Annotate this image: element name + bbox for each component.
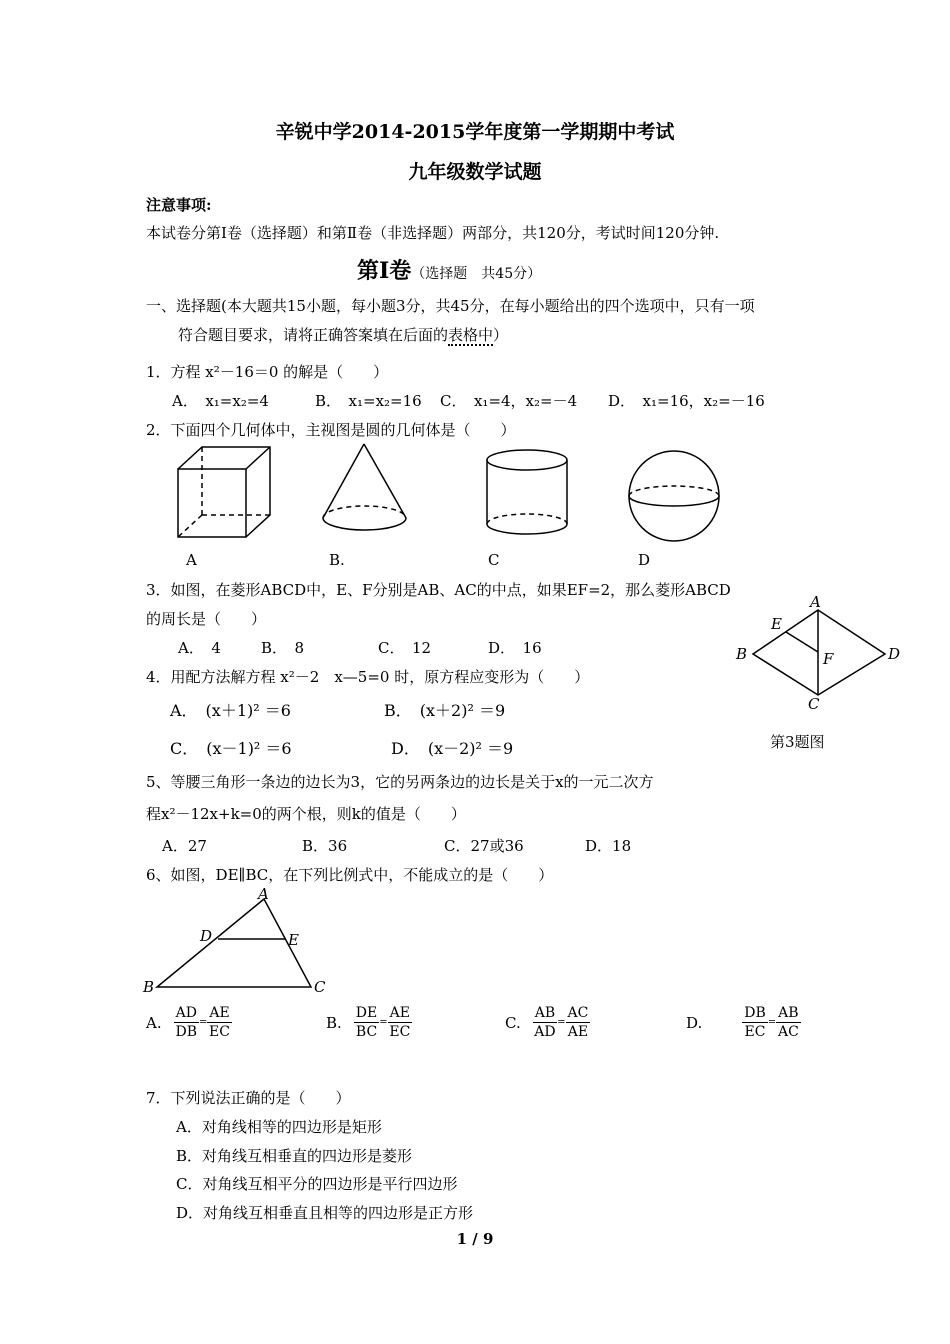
- q3-option-d: D． 16: [488, 639, 542, 657]
- section1-line2c: ）: [493, 326, 509, 344]
- rhombus-label-e: E: [771, 615, 782, 633]
- cylinder-figure: [483, 448, 573, 540]
- section1-line2b: 表格中: [448, 326, 494, 344]
- q2-label-c: C: [488, 551, 500, 569]
- q5-option-d: D．18: [585, 837, 632, 855]
- rhombus-figure: [730, 592, 910, 712]
- part1-heading: [357, 254, 541, 285]
- q4-stem: 4．用配方法解方程 x²－2 x—5=0 时，原方程应变形为（ ）: [146, 668, 590, 686]
- q6-option-a-eq: =: [198, 1017, 208, 1028]
- part1-title: 第Ⅰ卷: [357, 258, 412, 284]
- triangle-label-a: A: [258, 885, 269, 903]
- q2-label-d: D: [638, 551, 651, 569]
- q6-option-c: [505, 1004, 590, 1041]
- q6-option-c-eq: =: [557, 1017, 566, 1028]
- q3-option-c: C． 12: [378, 639, 432, 657]
- q5-option-c: C．27或36: [444, 837, 524, 855]
- q3-stem-line2: 的周长是（ ）: [146, 610, 267, 628]
- q6-option-a: [146, 1004, 232, 1041]
- q6-option-b-label: B.: [326, 1013, 342, 1032]
- q6-option-a-label: A.: [146, 1013, 162, 1032]
- q7-option-d: D．对角线互相垂直且相等的四边形是正方形: [176, 1204, 474, 1222]
- rhombus-label-d: D: [888, 645, 901, 663]
- section1-line2: [178, 324, 508, 345]
- q4-option-a: A． (x＋1)² ＝6: [170, 701, 291, 720]
- part1-subtitle: （选择题 共45分）: [411, 266, 542, 282]
- q3-option-a: A． 4: [178, 639, 221, 657]
- q6-option-b-eq: =: [379, 1017, 388, 1028]
- q5-stem-line1: 5、等腰三角形一条边的边长为3，它的另两条边的边长是关于x的一元二次方: [146, 773, 654, 791]
- q3-caption: 第3题图: [770, 733, 825, 751]
- triangle-label-c: C: [314, 978, 326, 996]
- q6-option-a-right: $\frac{AE}{EC}$: [209, 1005, 230, 1040]
- q4-option-d: D． (x－2)² ＝9: [391, 739, 514, 758]
- q1-option-b: B． x₁=x₂=16: [315, 392, 422, 410]
- q6-option-b-right: $\frac{AE}{EC}$: [389, 1005, 411, 1040]
- q2-label-a: A: [186, 551, 197, 569]
- q6-option-a-left: $\frac{AD}{DB}$: [175, 1005, 198, 1040]
- triangle-label-b: B: [143, 978, 155, 996]
- q6-option-c-left: $\frac{AB}{AD}$: [534, 1005, 556, 1040]
- sphere-figure: [626, 448, 724, 546]
- q6-option-d-eq: =: [767, 1017, 777, 1028]
- exam-title: 辛锐中学2014-2015学年度第一学期期中考试: [275, 121, 675, 143]
- q2-stem: 2．下面四个几何体中，主视图是圆的几何体是（ ）: [146, 421, 516, 439]
- q7-option-a: A．对角线相等的四边形是矩形: [176, 1118, 382, 1136]
- q6-option-d: [686, 1004, 801, 1041]
- page-number: 1 / 9: [456, 1230, 494, 1248]
- q6-option-b: [326, 1004, 412, 1041]
- rhombus-label-f: F: [823, 650, 834, 668]
- q5-stem-line2: 程x²－12x+k=0的两个根，则k的值是（ ）: [146, 805, 466, 823]
- q5-option-b: B．36: [302, 837, 348, 855]
- notice-text: 本试卷分第Ⅰ卷（选择题）和第Ⅱ卷（非选择题）两部分，共120分，考试时间120分钟.: [146, 224, 720, 242]
- notice-label: 注意事项:: [146, 196, 212, 214]
- section1-line1: 一、选择题(本大题共15小题，每小题3分，共45分，在每小题给出的四个选项中，只有一项: [146, 297, 755, 315]
- q2-label-b: B.: [329, 551, 345, 569]
- cube-figure: [170, 445, 280, 545]
- q3-option-b: B． 8: [261, 639, 305, 657]
- q7-option-c: C．对角线互相平分的四边形是平行四边形: [176, 1175, 458, 1193]
- section1-line2a: 符合题目要求，请将正确答案填在后面的: [178, 326, 449, 344]
- q6-stem: 6、如图，DE∥BC，在下列比例式中，不能成立的是（ ）: [146, 866, 554, 884]
- cone-figure: [318, 440, 413, 535]
- q6-option-d-right: $\frac{AB}{AC}$: [777, 1005, 799, 1040]
- q5-option-a: A．27: [162, 837, 207, 855]
- triangle-label-e: E: [288, 931, 299, 949]
- rhombus-label-a: A: [810, 593, 821, 611]
- q7-option-b: B．对角线互相垂直的四边形是菱形: [176, 1147, 413, 1165]
- q6-option-b-left: $\frac{DE}{BC}$: [355, 1005, 378, 1040]
- q1-option-a: A． x₁=x₂=4: [172, 392, 269, 410]
- rhombus-label-c: C: [808, 695, 820, 712]
- triangle-figure: [140, 885, 340, 1000]
- q1-option-d: D． x₁=16，x₂=－16: [608, 392, 765, 410]
- q1-option-c: C． x₁=4，x₂=－4: [440, 392, 578, 410]
- q6-option-c-label: C.: [505, 1013, 521, 1032]
- q6-option-d-left: $\frac{DB}{EC}$: [744, 1005, 766, 1040]
- triangle-label-d: D: [200, 927, 213, 945]
- q4-option-c: C． (x－1)² ＝6: [170, 739, 292, 758]
- q6-option-d-label: D.: [686, 1013, 703, 1032]
- q4-option-b: B． (x＋2)² ＝9: [384, 701, 506, 720]
- q6-option-c-right: $\frac{AC}{AE}$: [567, 1005, 589, 1040]
- q1-stem: 1．方程 x²－16＝0 的解是（ ）: [146, 363, 389, 381]
- q7-stem: 7．下列说法正确的是（ ）: [146, 1089, 351, 1107]
- q3-stem-line1: 3．如图，在菱形ABCD中，E、F分别是AB、AC的中点，如果EF=2，那么菱形ABCD: [146, 581, 731, 599]
- rhombus-label-b: B: [736, 645, 748, 663]
- exam-subtitle: 九年级数学试题: [408, 161, 542, 183]
